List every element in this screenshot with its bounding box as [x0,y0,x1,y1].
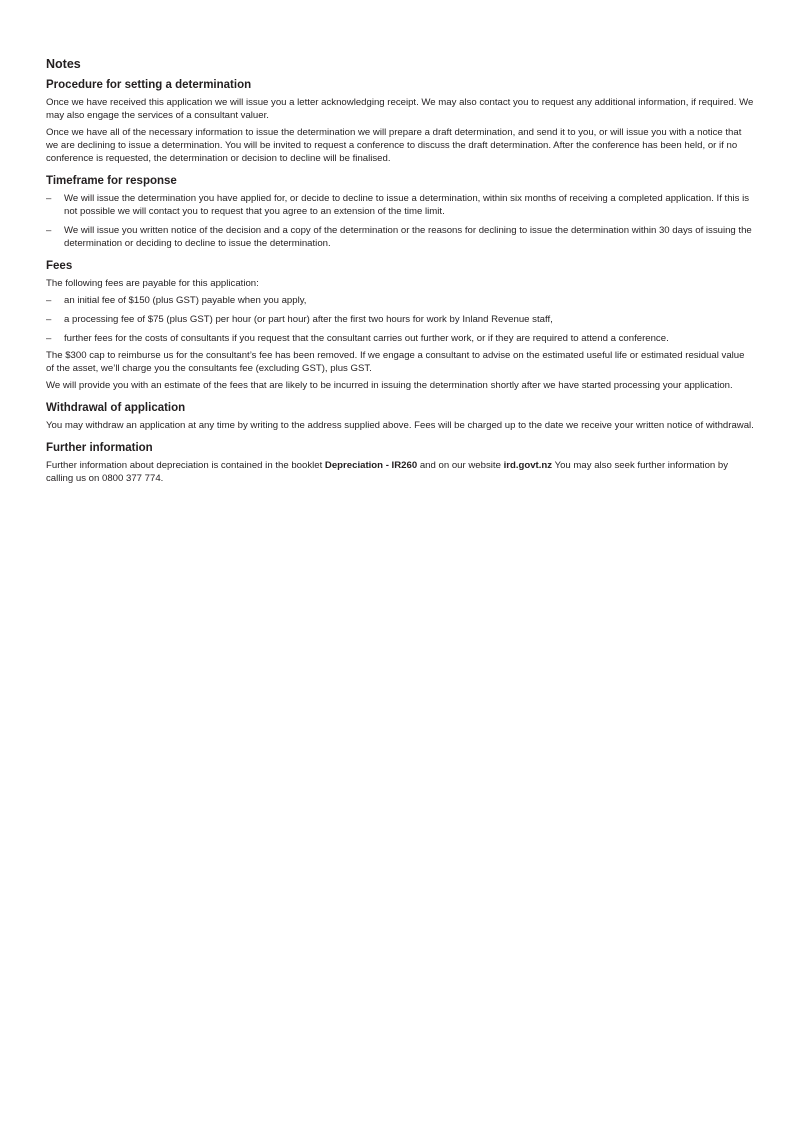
list-item-text: We will issue you written notice of the decision and a copy of the determination or the reasons for declining to issue the determination within 30 days of issuing the determination or deciding to decline to issue the determination. [64,225,752,249]
notes-title: Notes [46,57,81,71]
list-item [46,294,754,307]
further-information-paragraph [46,459,754,485]
procedure-paragraph-1: Once we have received this application we will issue you a letter acknowledging receipt. We may also contact you to request any additional information, if required. We may also engage the services of a consultant valuer. [46,97,754,121]
list-item [46,224,754,250]
fees-intro: The following fees are payable for this application: [46,278,259,289]
list-item-text: further fees for the costs of consultants if you request that the consultant carries out further work, or if they are required to attend a conference. [64,333,669,344]
list-item [46,313,754,326]
dash-bullet: – [46,333,52,344]
timeframe-section [46,174,754,250]
withdrawal-paragraph: You may withdraw an application at any time by writing to the address supplied above. Fees will be charged up to the date we receive your written notice of withdrawal. [46,420,754,431]
website-link[interactable]: ird.govt.nz [503,460,553,471]
fees-section [46,259,754,392]
dash-bullet: – [46,225,52,236]
fees-cap-paragraph: The $300 cap to reimburse us for the consultant’s fee has been removed. If we engage a consultant to advise on the estimated useful life or estimated residual value of the asset, we’ll charge you the consultants fee (excluding GST), plus GST. [46,350,745,374]
list-item-text: We will issue the determination you have applied for, or decide to decline to issue a determination, within six months of receiving a completed application. If this is not possible we will contact you to request that you agree to an extension of the time limit. [64,193,750,217]
procedure-heading: Procedure for setting a determination [46,79,252,91]
booklet-title: Depreciation - IR260 [324,460,418,471]
further-information-heading: Further information [46,442,153,454]
withdrawal-heading: Withdrawal of application [46,402,186,414]
further-text-b: and on our website [417,460,504,471]
list-item [46,332,754,345]
timeframe-heading: Timeframe for response [46,175,177,187]
list-item [46,192,754,218]
list-item-text: a processing fee of $75 (plus GST) per hour (or part hour) after the first two hours for work by Inland Revenue staff, [64,314,553,325]
dash-bullet: – [46,193,52,204]
fees-list [46,294,754,345]
procedure-paragraph-2: Once we have all of the necessary information to issue the determination we will prepare a draft determination, and send it to you, or will issue you with a notice that we are declining to issue a determination. You will be invited to request a conference to discuss the draft determination. After the conference has been held, or if no conference is requested, the determination or decision to decline will be finalised. [46,127,742,164]
dash-bullet: – [46,314,52,325]
withdrawal-section [46,401,754,432]
list-item-text: an initial fee of $150 (plus GST) payable when you apply, [64,295,307,306]
timeframe-list [46,192,754,250]
further-text-c: You may also seek further information by calling us on 0800 377 774. [46,460,729,484]
further-text-a: Further information about depreciation is contained in the booklet [46,460,325,471]
dash-bullet: – [46,295,52,306]
further-information-section [46,441,754,485]
procedure-section [46,78,754,165]
fees-estimate-paragraph: We will provide you with an estimate of the fees that are likely to be incurred in issuing the determination shortly after we have started processing your application. [46,380,733,391]
fees-heading: Fees [46,260,73,272]
